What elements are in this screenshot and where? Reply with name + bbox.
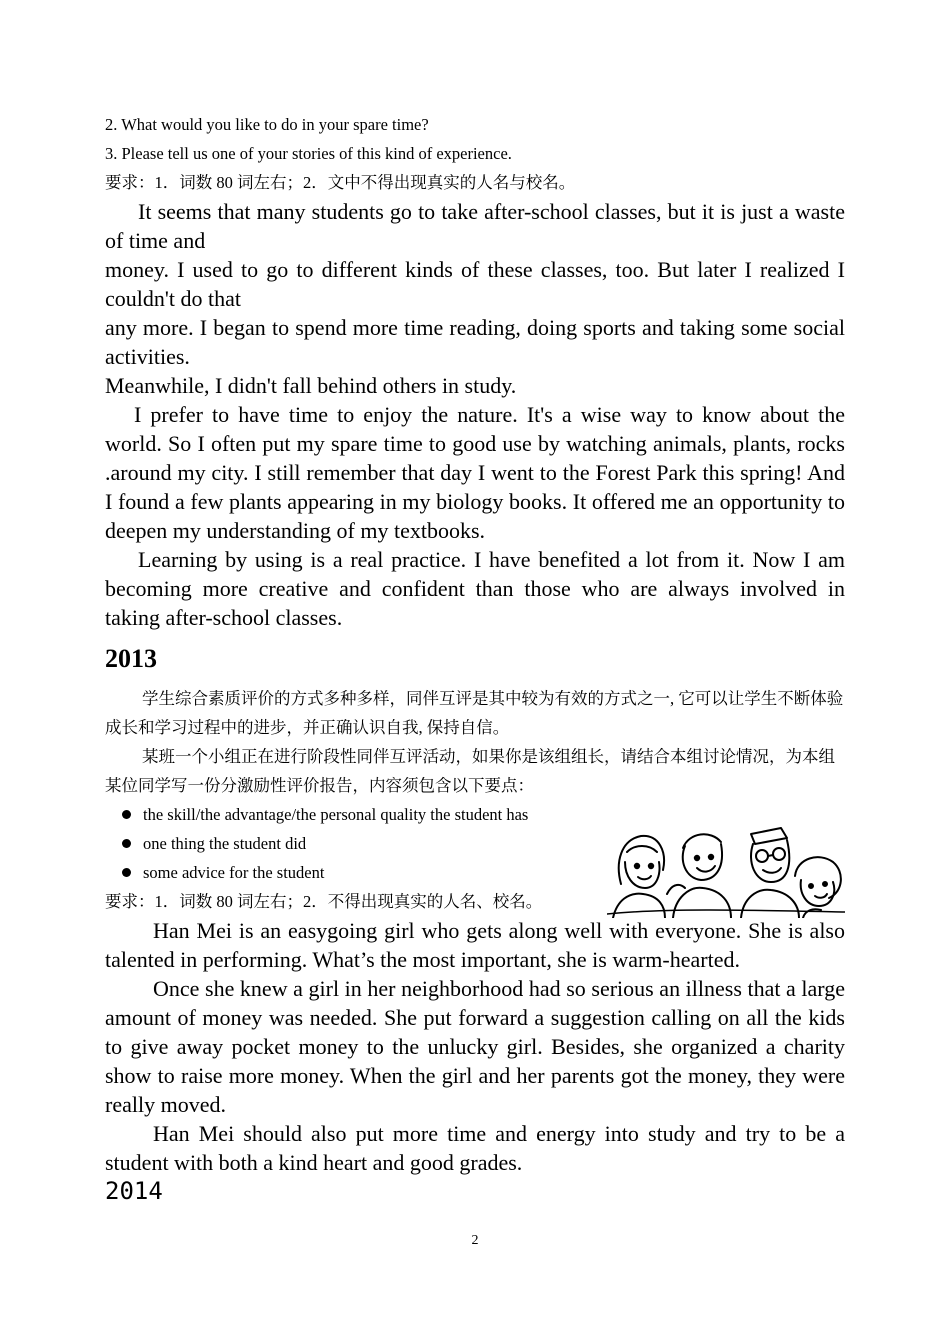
cn-intro-paragraph2: 某班一个小组正在进行阶段性同伴互评活动，如果你是该组组长，请结合本组讨论情况，为本组某位同学写一份分激励性评价报告，内容须包含以下要点： xyxy=(105,747,835,795)
students-cartoon-illustration xyxy=(607,822,845,918)
section-heading-2013: 2013 xyxy=(105,644,157,673)
requirement-1: 要求：1．词数 80 词左右；2．文中不得出现真实的人名与校名。 xyxy=(105,173,576,192)
essay2-paragraph1: Han Mei is an easygoing girl who gets along well with everyone. She is also talented in performing. What’s the most important, she is warm-hearted. xyxy=(105,918,845,972)
document-page xyxy=(105,0,845,1205)
question-2: 2. What would you like to do in your spare time? xyxy=(105,115,429,134)
essay1-line4: Meanwhile, I didn't fall behind others in study. xyxy=(105,373,517,398)
question-3: 3. Please tell us one of your stories of this kind of experience. xyxy=(105,144,512,163)
list-item: some advice for the student xyxy=(105,858,845,887)
essay1-paragraph2: I prefer to have time to enjoy the nature. It's a wise way to know about the world. So I often put my spare time to good use by watching animals, plants, rocks .around my city. I still remember that day I went to the Forest Park this spring! And I found a few plants appearing in my biology books. It offered me an opportunity to deepen my understanding of my textbooks. xyxy=(105,402,845,543)
essay2-paragraph3: Han Mei should also put more time and energy into study and try to be a student with both a kind heart and good grades. xyxy=(105,1121,845,1175)
page-number: 2 xyxy=(471,1233,479,1248)
section-heading-2014: 2014 xyxy=(105,1177,163,1205)
list-item: the skill/the advantage/the personal quality the student has xyxy=(105,800,845,829)
essay1-line2: money. I used to go to different kinds of these classes, too. But later I realized I couldn't do that xyxy=(105,257,845,311)
essay2-paragraph2: Once she knew a girl in her neighborhood had so serious an illness that a large amount of money was needed. She put forward a suggestion calling on all the kids to give away pocket money to the unlucky girl. Besides, she organized a charity show to raise more money. When the girl and her parents got the money, they were really moved. xyxy=(105,976,845,1117)
list-item: one thing the student did xyxy=(105,829,845,858)
essay1-line3: any more. I began to spend more time reading, doing sports and taking some social activities. xyxy=(105,315,845,369)
cn-intro-paragraph1: 学生综合素质评价的方式多种多样，同伴互评是其中较为有效的方式之一, 它可以让学生不断体验成长和学习过程中的进步，并正确认识自我, 保持自信。 xyxy=(105,689,844,737)
requirement-2: 要求：1．词数 80 词左右；2．不得出现真实的人名、校名。 xyxy=(105,892,543,911)
essay1-line1: It seems that many students go to take after-school classes, but it is just a waste of time and xyxy=(105,199,845,253)
essay1-paragraph3: Learning by using is a real practice. I have benefited a lot from it. Now I am becoming more creative and confident than those who are always involved in taking after-school classes. xyxy=(105,547,845,630)
